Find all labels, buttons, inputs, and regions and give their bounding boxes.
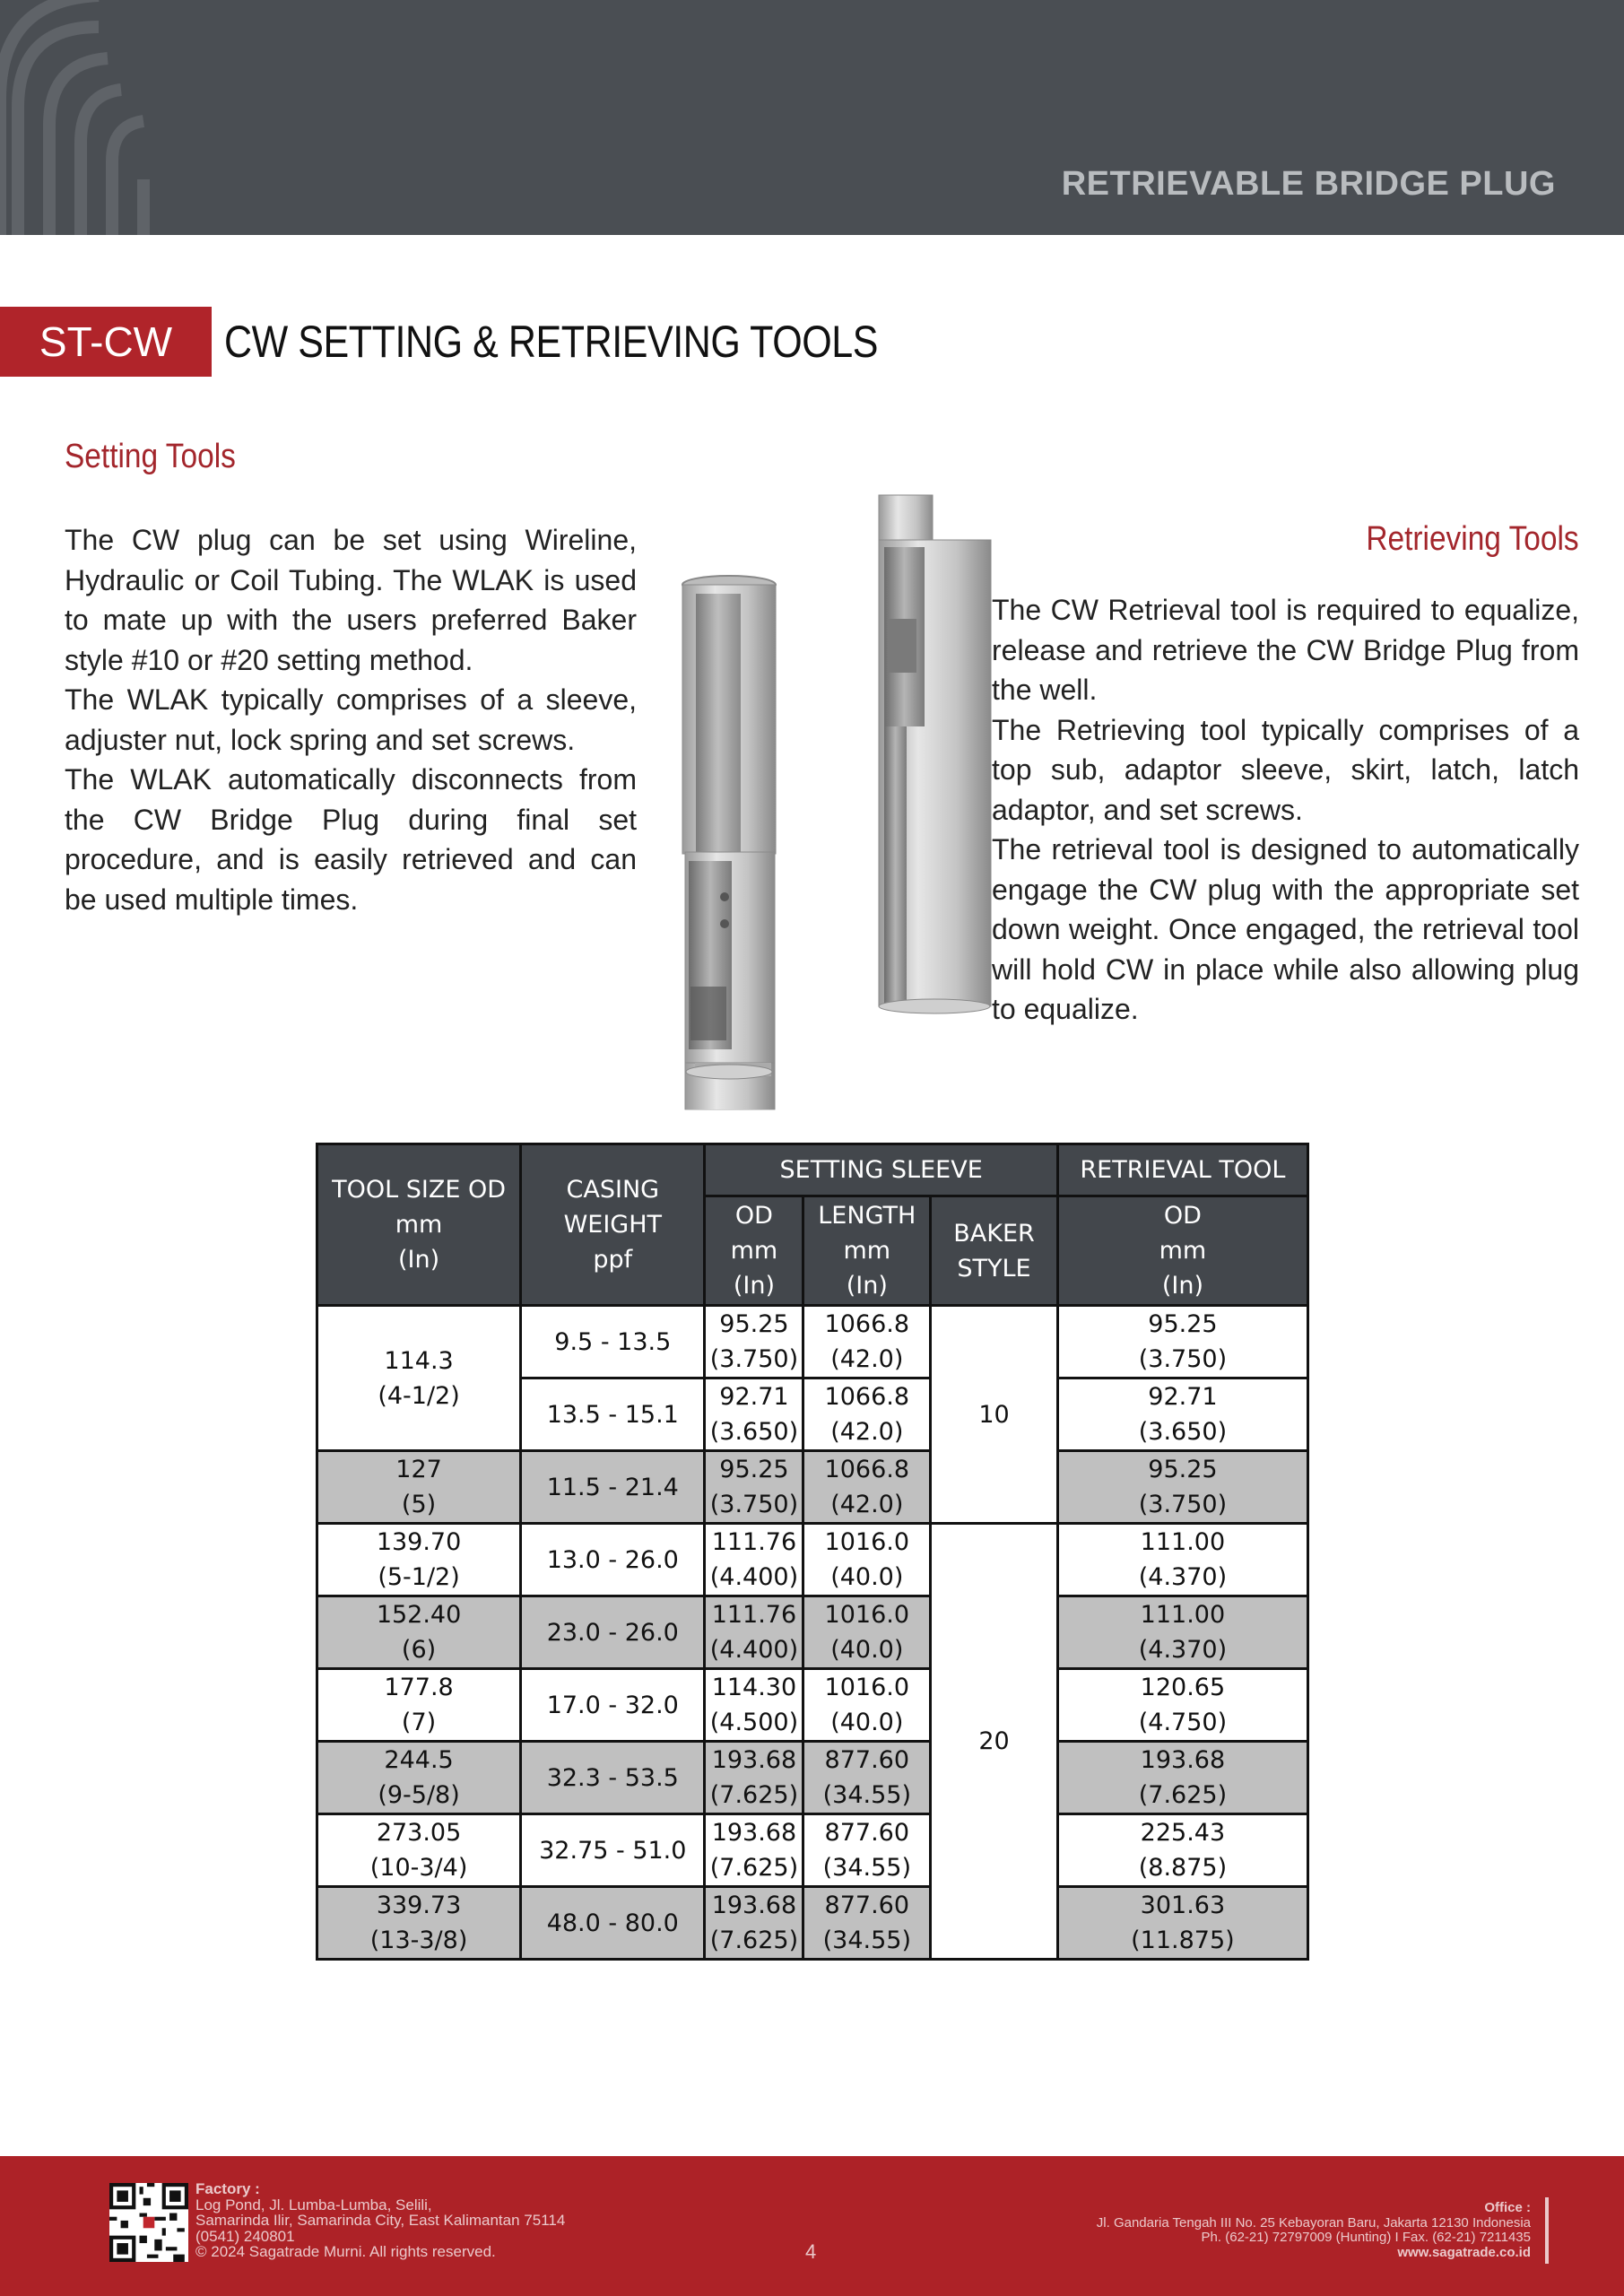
retrieving-tools-heading: Retrieving Tools bbox=[1366, 520, 1579, 558]
qr-code-icon bbox=[109, 2183, 188, 2262]
cell-retrieval-od: 120.65 (4.750) bbox=[1057, 1669, 1307, 1742]
product-code-badge: ST-CW bbox=[0, 307, 212, 377]
product-title: CW SETTING & RETRIEVING TOOLS bbox=[224, 317, 878, 367]
cell-od: 111.76 (4.400) bbox=[705, 1524, 803, 1596]
header-baker-style: BAKER STYLE bbox=[931, 1196, 1058, 1306]
cell-retrieval-od: 111.00 (4.370) bbox=[1057, 1524, 1307, 1596]
factory-line: (0541) 240801 bbox=[195, 2227, 295, 2245]
website-link[interactable]: www.sagatrade.co.id bbox=[1397, 2244, 1531, 2260]
cell-tool-size: 339.73 (13-3/8) bbox=[317, 1887, 521, 1960]
office-line: Jl. Gandaria Tengah III No. 25 Kebayoran Baru, Jakarta 12130 Indonesia bbox=[1096, 2214, 1531, 2231]
cell-length: 1016.0 (40.0) bbox=[803, 1669, 931, 1742]
cell-od: 95.25 (3.750) bbox=[705, 1306, 803, 1378]
cell-retrieval-od: 95.25 (3.750) bbox=[1057, 1306, 1307, 1378]
office-address bbox=[1097, 2201, 1531, 2260]
setting-tools-heading: Setting Tools bbox=[65, 438, 236, 475]
header-setting-sleeve: SETTING SLEEVE bbox=[705, 1144, 1057, 1196]
cell-length: 877.60 (34.55) bbox=[803, 1742, 931, 1814]
table-row bbox=[317, 1451, 1308, 1524]
cell-length: 877.60 (34.55) bbox=[803, 1887, 931, 1960]
paragraph: The WLAK typically comprises of a sleeve, adjuster nut, lock spring and set screws. bbox=[65, 683, 637, 756]
paragraph: The retrieval tool is designed to automatically engage the CW plug with the appropriate set down weight. Once engaged, the retrieval tool will hold CW in place while also allowing plug to equalize. bbox=[992, 833, 1579, 1025]
page-number: 4 bbox=[805, 2240, 817, 2263]
cell-casing: 48.0 - 80.0 bbox=[521, 1887, 705, 1960]
table-row bbox=[317, 1596, 1308, 1669]
header-retrieval-tool: RETRIEVAL TOOL bbox=[1057, 1144, 1307, 1196]
cell-retrieval-od: 225.43 (8.875) bbox=[1057, 1814, 1307, 1887]
cell-tool-size: 114.3 (4-1/2) bbox=[317, 1306, 521, 1451]
paragraph: The CW plug can be set using Wireline, Hydraulic or Coil Tubing. The WLAK is used to mate up with the users preferred Baker style #10 or #20 setting method. bbox=[65, 524, 637, 676]
cell-retrieval-od: 95.25 (3.750) bbox=[1057, 1451, 1307, 1524]
cell-od: 95.25 (3.750) bbox=[705, 1451, 803, 1524]
cell-od: 193.68 (7.625) bbox=[705, 1742, 803, 1814]
cell-casing: 11.5 - 21.4 bbox=[521, 1451, 705, 1524]
cell-baker-style: 20 bbox=[931, 1524, 1058, 1960]
cell-casing: 13.0 - 26.0 bbox=[521, 1524, 705, 1596]
cell-tool-size: 152.40 (6) bbox=[317, 1596, 521, 1669]
paragraph: The CW Retrieval tool is required to equalize, release and retrieve the CW Bridge Plug from the well. bbox=[992, 594, 1579, 706]
header-od: OD mm (In) bbox=[705, 1196, 803, 1306]
product-heading bbox=[0, 307, 985, 377]
cell-tool-size: 177.8 (7) bbox=[317, 1669, 521, 1742]
cell-length: 877.60 (34.55) bbox=[803, 1814, 931, 1887]
cell-length: 1066.8 (42.0) bbox=[803, 1306, 931, 1378]
header-casing-weight: CASING WEIGHT ppf bbox=[521, 1144, 705, 1306]
retrieving-tool-image bbox=[879, 495, 991, 1013]
factory-label: Factory : bbox=[195, 2180, 260, 2197]
cell-tool-size: 273.05 (10-3/4) bbox=[317, 1814, 521, 1887]
cell-length: 1016.0 (40.0) bbox=[803, 1596, 931, 1669]
table-row bbox=[317, 1306, 1308, 1378]
header-length: LENGTH mm (In) bbox=[803, 1196, 931, 1306]
factory-address bbox=[195, 2181, 565, 2260]
cell-tool-size: 127 (5) bbox=[317, 1451, 521, 1524]
header-tool-size: TOOL SIZE OD mm (In) bbox=[317, 1144, 521, 1306]
cell-tool-size: 139.70 (5-1/2) bbox=[317, 1524, 521, 1596]
cell-od: 111.76 (4.400) bbox=[705, 1596, 803, 1669]
company-logo-watermark bbox=[0, 0, 233, 235]
table-row bbox=[317, 1814, 1308, 1887]
cell-length: 1066.8 (42.0) bbox=[803, 1378, 931, 1451]
cell-retrieval-od: 301.63 (11.875) bbox=[1057, 1887, 1307, 1960]
cell-retrieval-od: 92.71 (3.650) bbox=[1057, 1378, 1307, 1451]
cell-casing: 9.5 - 13.5 bbox=[521, 1306, 705, 1378]
cell-casing: 32.75 - 51.0 bbox=[521, 1814, 705, 1887]
cell-length: 1016.0 (40.0) bbox=[803, 1524, 931, 1596]
cell-baker-style: 10 bbox=[931, 1306, 1058, 1524]
cell-casing: 23.0 - 26.0 bbox=[521, 1596, 705, 1669]
table-row bbox=[317, 1742, 1308, 1814]
cell-retrieval-od: 111.00 (4.370) bbox=[1057, 1596, 1307, 1669]
cell-retrieval-od: 193.68 (7.625) bbox=[1057, 1742, 1307, 1814]
cell-od: 114.30 (4.500) bbox=[705, 1669, 803, 1742]
retrieving-tools-text bbox=[992, 590, 1579, 1030]
office-line: Ph. (62-21) 72797009 (Hunting) I Fax. (62-21) 7211435 bbox=[1201, 2230, 1531, 2245]
cell-tool-size: 244.5 (9-5/8) bbox=[317, 1742, 521, 1814]
office-divider bbox=[1545, 2197, 1549, 2264]
factory-line: Samarinda Ilir, Samarinda City, East Kalimantan 75114 bbox=[195, 2212, 566, 2229]
table-row bbox=[317, 1887, 1308, 1960]
table-row bbox=[317, 1524, 1308, 1596]
section-title: RETRIEVABLE BRIDGE PLUG bbox=[1061, 165, 1556, 203]
header-retrieval-od: OD mm (In) bbox=[1057, 1196, 1307, 1306]
factory-line: Log Pond, Jl. Lumba-Lumba, Selili, bbox=[195, 2196, 432, 2213]
office-label: Office : bbox=[1484, 2200, 1531, 2215]
paragraph: The Retrieving tool typically comprises of a top sub, adaptor sleeve, skirt, latch, latch adaptor, and set screws. bbox=[992, 713, 1579, 826]
tools-illustration bbox=[619, 484, 1022, 1112]
cell-casing: 13.5 - 15.1 bbox=[521, 1378, 705, 1451]
header-band bbox=[0, 0, 1624, 235]
cell-od: 193.68 (7.625) bbox=[705, 1887, 803, 1960]
spec-table bbox=[316, 1143, 1309, 1961]
cell-od: 193.68 (7.625) bbox=[705, 1814, 803, 1887]
copyright: © 2024 Sagatrade Murni. All rights reserved. bbox=[195, 2243, 496, 2260]
cell-od: 92.71 (3.650) bbox=[705, 1378, 803, 1451]
setting-tool-image bbox=[682, 576, 776, 1109]
footer bbox=[0, 2156, 1624, 2296]
cell-casing: 17.0 - 32.0 bbox=[521, 1669, 705, 1742]
paragraph: The WLAK automatically disconnects from the CW Bridge Plug during final set procedure, and is easily retrieved and can be used multiple times. bbox=[65, 763, 637, 916]
cell-casing: 32.3 - 53.5 bbox=[521, 1742, 705, 1814]
setting-tools-text bbox=[65, 520, 637, 919]
table-row bbox=[317, 1669, 1308, 1742]
cell-length: 1066.8 (42.0) bbox=[803, 1451, 931, 1524]
